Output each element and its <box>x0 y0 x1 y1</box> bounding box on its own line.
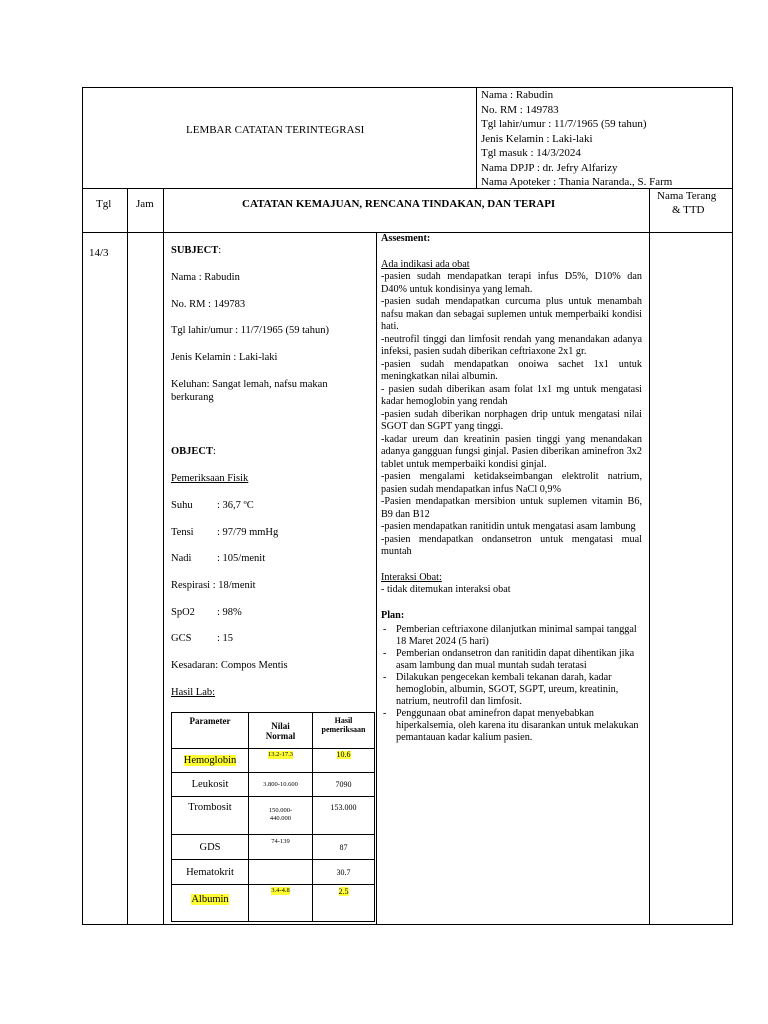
col-header-nama-1: Nama Terang <box>657 190 717 202</box>
col-header-tgl: Tgl <box>96 198 112 210</box>
lab-results-table <box>171 712 375 922</box>
lab-normal: 3.800-10.600 <box>263 780 298 788</box>
list-item: -pasien sudah diberikan norphagen drip untuk mengatasi nilai SGOT dan SGPT yang tinggi. <box>381 408 642 432</box>
patient-admission: Tgl masuk : 14/3/2024 <box>481 147 581 159</box>
list-item: -pasien sudah mendapatkan terapi infus D5%, D10% dan D40% untuk kondisinya yang lemah. <box>381 271 642 295</box>
lab-param: GDS <box>199 841 221 853</box>
list-item: - Dilakukan pengecekan kembali tekanan darah, kadar hemoglobin, albumin, SGOT, SGPT, ureum, kreatinin, natrium, neutrofil dan limfosit. <box>381 672 642 708</box>
lab-header-parameter: Parameter <box>189 715 231 726</box>
lab-hasil: 7090 <box>335 780 352 789</box>
lab-normal: 150.000- 440.000 <box>268 807 293 822</box>
kesadaran: Kesadaran: Compos Mentis <box>171 660 288 671</box>
lab-header-hasil: Hasil pemeriksaan <box>321 716 366 734</box>
table-border-bottom <box>82 924 733 925</box>
table-row <box>172 749 248 772</box>
lab-normal: 13.2-17.3 <box>268 751 293 758</box>
lab-param: Hemoglobin <box>183 755 237 766</box>
lab-hasil: 30.7 <box>336 867 351 877</box>
list-item: - pasien sudah diberikan asam folat 1x1 mg untuk mengatasi kadar hemoglobin yang rendah <box>381 383 642 407</box>
vital-gcs: GCS : 15 <box>171 633 234 644</box>
subject-gender: Jenis Kelamin : Laki-laki <box>171 352 278 363</box>
col-header-catatan: CATATAN KEMAJUAN, RENCANA TINDAKAN, DAN TERAPI <box>242 198 556 210</box>
col-inner-divider <box>376 232 377 925</box>
col-header-jam: Jam <box>136 198 154 210</box>
subject-keluhan-1: Keluhan: Sangat lemah, nafsu makan <box>171 379 328 390</box>
interaksi-text: - tidak ditemukan interaksi obat <box>381 584 511 595</box>
lab-param: Hematokrit <box>186 866 234 878</box>
lab-hasil: 153.000 <box>330 802 357 812</box>
plan-heading: Plan: <box>381 609 405 621</box>
lab-header-nilai: Nilai Normal <box>265 720 296 741</box>
lab-normal: 74-139 <box>271 838 290 845</box>
col-nama-divider <box>649 188 650 925</box>
table-border-left <box>82 87 83 925</box>
list-item: - Penggunaan obat aminefron dapat menyebabkan hiperkalsemia, oleh karena itu disarankan untuk melakukan pemantauan kadar kalium pasien. <box>381 708 642 744</box>
lab-param: Leukosit <box>191 779 229 790</box>
plan-list <box>381 624 642 744</box>
lab-normal: 3.4-4.8 <box>271 887 290 894</box>
subject-keluhan-2: berkurang <box>171 392 214 403</box>
lab-normal <box>249 860 312 884</box>
lab-hasil: 10.6 <box>336 750 351 759</box>
entry-date: 14/3 <box>89 247 109 259</box>
subject-heading: SUBJECT: <box>171 245 222 256</box>
list-item: - Pemberian ondansetron dan ranitidin dapat dihentikan jika asam lambung dan mual muntah sudah teratasi <box>381 648 642 672</box>
assessment-plan-section <box>381 233 642 744</box>
assessment-heading: Assesment: <box>381 233 431 244</box>
vital-suhu: Suhu : 36,7 ºC <box>171 500 254 511</box>
patient-info-block <box>481 88 672 190</box>
patient-dob: Tgl lahir/umur : 11/7/1965 (59 tahun) <box>481 118 647 130</box>
list-item: -pasien mendapatkan ondansetron untuk mengatasi mual muntah <box>381 533 642 557</box>
lab-param: Trombosit <box>188 801 232 813</box>
list-item: -pasien mengalami ketidakseimbangan elektrolit natrium, pasien sudah mendapatkan infus NaCl 0,9% <box>381 471 642 495</box>
indikasi-heading: Ada indikasi ada obat <box>381 258 470 270</box>
table-row <box>172 888 248 910</box>
assessment-list <box>381 271 642 559</box>
pemeriksaan-fisik-heading: Pemeriksaan Fisik <box>171 473 249 484</box>
lab-hasil: 2.5 <box>338 886 349 896</box>
patient-pharmacist: Nama Apoteker : Thania Naranda., S. Farm <box>481 176 673 188</box>
patient-name: Nama : Rabudin <box>481 89 554 101</box>
col-header-nama-2: & TTD <box>672 204 705 216</box>
document-title: LEMBAR CATATAN TERINTEGRASI <box>186 124 365 136</box>
table-border-right <box>732 87 733 925</box>
interaksi-heading: Interaksi Obat: <box>381 571 442 583</box>
vital-nadi: Nadi : 105/menit <box>171 553 266 564</box>
subject-dob: Tgl lahir/umur : 11/7/1965 (59 tahun) <box>171 325 329 336</box>
list-item: -Pasien mendapatkan mersibion untuk suplemen vitamin B6, B9 dan B12 <box>381 496 642 520</box>
patient-rm: No. RM : 149783 <box>481 103 559 116</box>
hasil-lab-heading: Hasil Lab: <box>171 687 216 698</box>
vital-tensi: Tensi : 97/79 mmHg <box>171 527 279 538</box>
list-item: - Pemberian ceftriaxone dilanjutkan minimal sampai tanggal 18 Maret 2024 (5 hari) <box>381 624 642 648</box>
subject-nama: Nama : Rabudin <box>171 272 240 283</box>
col-tgl-divider <box>127 188 128 925</box>
subject-rm: No. RM : 149783 <box>171 299 246 310</box>
vital-respirasi: Respirasi : 18/menit <box>171 580 256 591</box>
list-item: -kadar ureum dan kreatinin pasien tinggi yang menandakan adanya gangguan fungsi ginjal. Pasien diberikan aminefron 3x2 tablet untuk memperbaiki kondisi ginjal. <box>381 433 642 470</box>
lab-param: Albumin <box>191 893 229 905</box>
lab-hasil: 87 <box>339 842 348 852</box>
list-item: -pasien sudah mendapatkan onoiwa sachet 1x1 untuk meningkatkan nilai albumin. <box>381 358 642 382</box>
header-info-divider <box>476 87 477 189</box>
list-item: -pasien sudah mendapatkan curcuma plus untuk menambah nafsu makan dan sebagai suplemen untuk memperbaiki kondisi hati. <box>381 296 642 332</box>
list-item: -neutrofil tinggi dan limfosit rendah yang menandakan adanya infeksi, pasien sudah diberikan ceftriaxone 2x1 gr. <box>381 333 642 357</box>
patient-dpjp: Nama DPJP : dr. Jefry Alfarizy <box>481 161 618 174</box>
col-jam-divider <box>163 188 164 925</box>
vital-spo2: SpO2 : 98% <box>171 607 242 618</box>
object-heading: OBJECT: <box>171 446 216 457</box>
patient-gender: Jenis Kelamin : Laki-laki <box>481 132 593 145</box>
list-item: -pasien mendapatkan ranitidin untuk mengatasi asam lambung <box>381 521 636 532</box>
